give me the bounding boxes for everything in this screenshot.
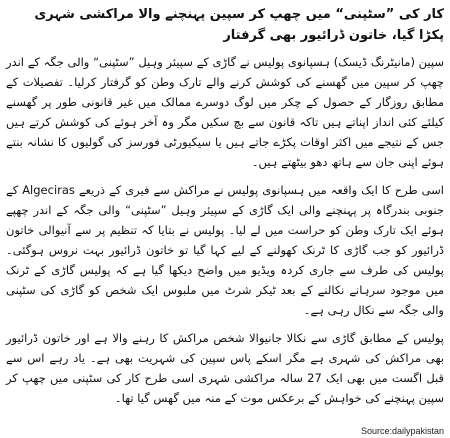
article-headline: کار کی ”سٹپنی“ میں چھپ کر سپین پہنچنے والا مراکشی شہری پکڑا گیا، خاتون ڈرائیور بھی گرفتار — [34, 7, 444, 43]
article-paragraph-3: پولیس کے مطابق گاڑی سے نکالا جانیوالا شخص مراکش کا رہنے والا ہے اور خاتون ڈرائیور بھی مراکش کی شہری ہے مگر اسکے پاس سپین کی شہریت بھی ہے۔ یاد رہے اس سے قبل اگست میں بھی ایک 27 سالہ مراکشی شہری اسی طرح کار کی سٹپنی میں چھپ کر سپین پہنچنے کی خواہش کے برعکس موت کے منہ میں گھس گیا تھا۔ — [6, 331, 444, 405]
article — [6, 4, 444, 416]
article-paragraph-2: اسی طرح کا ایک واقعہ میں ہسپانوی پولیس نے مراکش سے فیری کے ذریعے Algeciras کے جنوبی بندرگاہ پر پہنچنے والی ایک گاڑی کے سپیئر وہیل ”سٹپنی“ والی جگہ کے اندر چھپے ہوئے ایک تارک وطن کو حراست میں لے لیا۔ پولیس نے بتایا کہ تنظیم پر سے آنیوالی خاتون ڈرائیور کو جب گاڑی کا ٹرنک کھولنے کے لیے کہا گیا تو خاتون ڈرائیور بہت نروس ہوگئی۔ پولیس کی طرف سے جاری کردہ ویڈیو میں واضح دیکھا گیا ہے کہ پولیس گاڑی کے ٹرنک میں موجود سرہانے نکالنے کے بعد ٹیکر شرٹ میں ملبوس ایک شخص کو گاڑی کی سٹپنی والی جگہ سے نکال رہی ہے۔ — [6, 183, 445, 317]
source-credit: Source:dailypakistan — [360, 426, 444, 436]
article-paragraph-1: سپین (مانیٹرنگ ڈیسک) ہسپانوی پولیس نے گاڑی کے سپیئر وہیل ”سٹپنی“ والی جگہ کے اندر چھپ کر سپین میں گھسنے کی کوشش کرنے والے تارک وطن کو گرفتار کرلیا۔ تفصیلات کے مطابق روزگار کے حصول کے چکر میں لوگ دوسرے ممالک میں غیر قانونی طور پر گھسنے کیلئے کئی انداز اپناتے ہیں تاکہ قانون سے بچ سکیں مگر وہ آخر ہوئے کی کوشش کرتے ہیں جس کے نتیجے میں اکثر اوقات پکڑے جاتے ہیں یا سیکیورٹی فورسز کی گولیوں کا نشانہ بنتے ہوئے اپنی جان سے ہاتھ دھو بیٹھتے ہیں۔ — [6, 55, 444, 169]
